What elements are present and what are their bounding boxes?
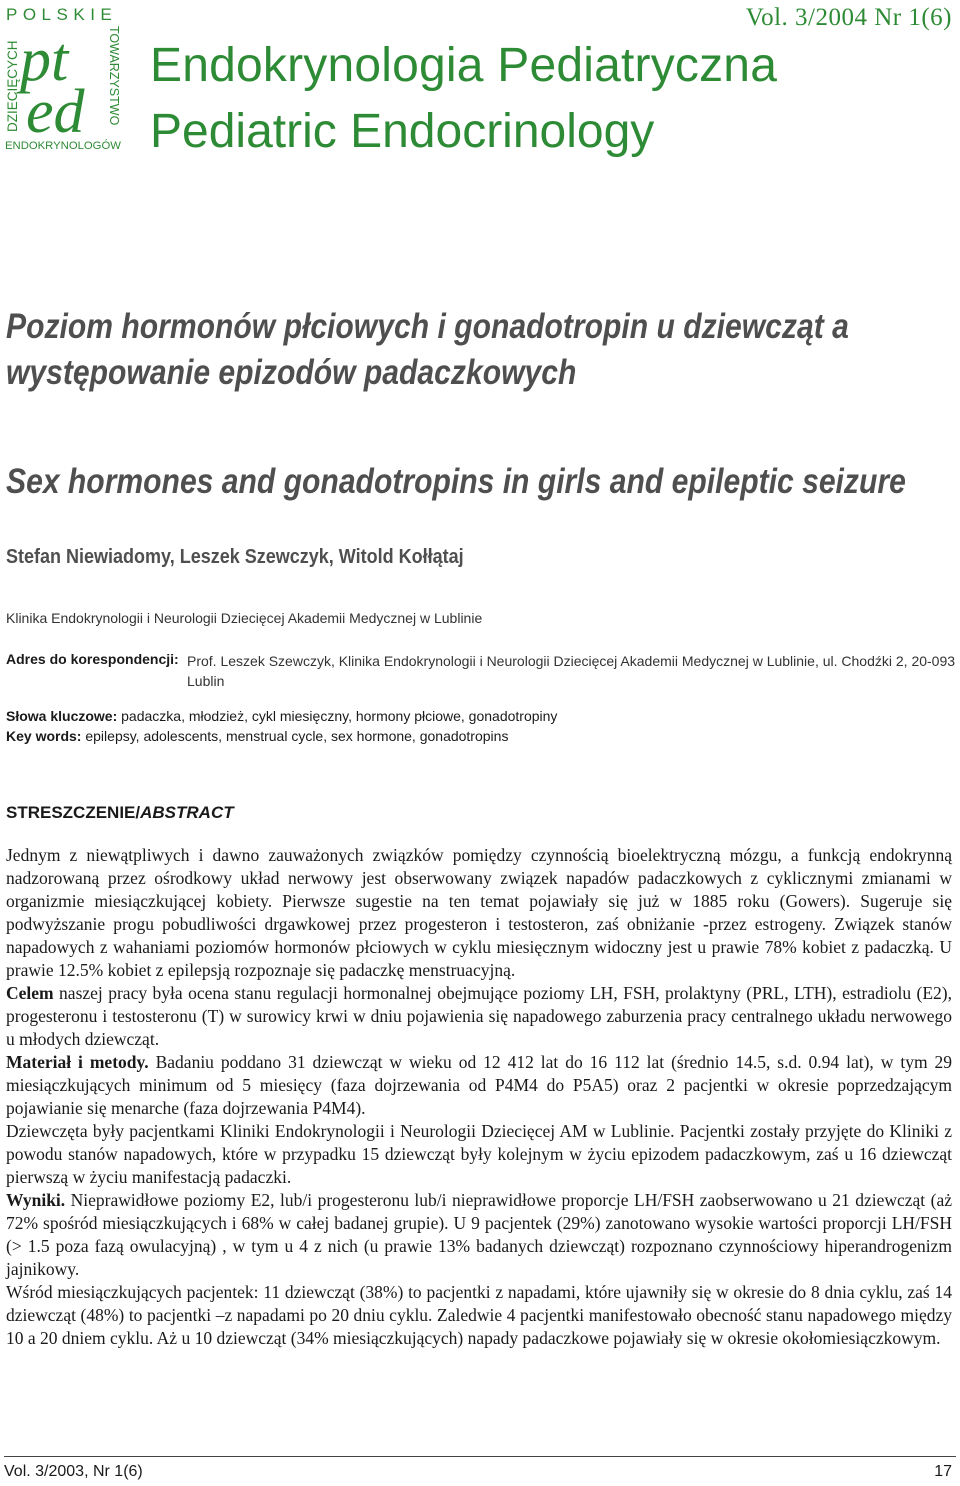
logo-bottom-text: ENDOKRYNOLOGÓW xyxy=(5,140,121,152)
keywords-pl-label: Słowa kluczowe: xyxy=(6,708,118,724)
footer-volume: Vol. 3/2003, Nr 1(6) xyxy=(4,1463,143,1480)
pted-logo-icon xyxy=(4,4,126,152)
abstract-paragraph: Dziewczęta były pacjentkami Kliniki Endokrynologii i Neurologii Dziecięcej AM w Lublinie. Pacjentki zostały przyjęte do Kliniki z powodu stanów napadowych, które w przypadku 15 dziewcząt były kolejnym w życiu epizodem padaczkowym, zaś u 16 dziewcząt pierwszą w życiu manifestacją padaczki. xyxy=(6,1121,952,1187)
keywords-en xyxy=(6,728,508,744)
article-title-pl: Poziom hormonów płciowych i gonadotropin u dziewcząt a występowanie epizodów padaczkowych xyxy=(6,307,849,392)
abstract-heading-pl: STRESZCZENIE/ xyxy=(6,803,141,822)
journal-title-pl: Endokrynologia Pediatryczna xyxy=(150,39,778,92)
abstract-text: Nieprawidłowe poziomy E2, lub/i progesteronu lub/i nieprawidłowe proporcje LH/FSH zaobserwowano u 21 dziewcząt (aż 72% spośród miesiączkujących i 68% w całej badanej grupie). U 9 pacjentek (29%) zanotowano wysokie wartości proporcji LH/FSH (> 1.5 poza fazą owulacyjną) , w tym u 4 z nich (u prawie 13% badanych dziewcząt) rozpoznano czynnościowy hiperandrogenizm jajnikowy. xyxy=(6,1190,952,1279)
keywords-pl xyxy=(6,708,557,724)
abstract-body xyxy=(6,844,952,1350)
abstract-heading xyxy=(6,803,234,823)
abstract-heading-en: ABSTRACT xyxy=(140,803,234,822)
abstract-lead: Wyniki. xyxy=(6,1190,66,1210)
abstract-text: naszej pracy była ocena stanu regulacji hormonalnej obejmujące poziomy LH, FSH, prolaktyny (PRL, LTH), estradiolu (E2), progesteronu i testosteronu (T) w surowicy krwi w dniu pojawienia się napadowego zaburzenia pracy centralnego układu nerwowego u młodych dziewcząt. xyxy=(6,983,952,1049)
affiliation: Klinika Endokrynologii i Neurologii Dziecięcej Akademii Medycznej w Lublinie xyxy=(6,610,483,626)
page-number: 17 xyxy=(934,1463,952,1480)
footer-divider xyxy=(4,1456,956,1457)
logo-monogram-pt: pt xyxy=(20,26,69,94)
keywords-pl-text: padaczka, młodzież, cykl miesięczny, hormony płciowe, gonadotropiny xyxy=(117,708,558,724)
abstract-lead: Celem xyxy=(6,983,54,1003)
journal-logo xyxy=(4,4,126,152)
correspondence-address: Prof. Leszek Szewczyk, Klinika Endokrynologii i Neurologii Dziecięcej Akademii Medycznej w Lublinie, ul. Chodźki 2, 20-093 Lublin xyxy=(187,653,956,689)
logo-right-text: TOWARZYSTWO xyxy=(107,26,121,126)
keywords-en-label: Key words: xyxy=(6,728,82,744)
volume-issue: Vol. 3/2004 Nr 1(6) xyxy=(745,4,952,31)
logo-monogram-ed: ed xyxy=(26,78,85,146)
keywords-en-text: epilepsy, adolescents, menstrual cycle, sex hormone, gonadotropins xyxy=(81,728,509,744)
abstract-paragraph: Wśród miesiączkujących pacjentek: 11 dziewcząt (38%) to pacjentki z napadami, które ujawniły się w okresie do 8 dnia cyklu, zaś 14 dziewcząt (48%) to pacjentki –z napadami po 20 dniu cyklu. Zaledwie 4 pacjentki manifestowało obecność stanu napadowego między 10 a 20 dniem cyklu. Aż u 10 dziewcząt (34% miesiączkujących) napady padaczkowe pojawiały się w okresie okołomiesiączkowym. xyxy=(6,1282,952,1348)
abstract-paragraph xyxy=(6,1051,952,1120)
journal-title-en: Pediatric Endocrinology xyxy=(150,105,655,158)
abstract-lead: Materiał i metody. xyxy=(6,1052,149,1072)
abstract-paragraph xyxy=(6,1189,952,1281)
logo-top-text: POLSKIE xyxy=(6,5,118,24)
logo-left-text: DZIECIĘCYCH xyxy=(5,40,20,132)
abstract-paragraph: Jednym z niewątpliwych i dawno zauważonych związków pomiędzy czynnością bioelektryczną mózgu, a funkcją endokrynną nadzorowaną przez ośrodkowy układ nerwowy jest obserwowany związek napadów padaczkowych z cyklicznymi zmianami w organizmie miesiączkującej kobiety. Pierwsze sugestie na ten temat pojawiały się już w 1885 roku (Gowers). Sugeruje się podwyższanie progu pobudliwości drgawkowej przez progesteron i testosteron, zaś obniżanie -przez estrogeny. Związek stanów napadowych z wahaniami poziomów hormonów płciowych w cyklu miesięcznym widoczny jest u prawie 78% kobiet z padaczką. U prawie 12.5% kobiet z epilepsją rozpoznaje się padaczkę menstruacyjną. xyxy=(6,845,952,980)
authors: Stefan Niewiadomy, Leszek Szewczyk, Witold Kołłątaj xyxy=(6,546,464,568)
article-title-en: Sex hormones and gonadotropins in girls and epileptic seizure xyxy=(6,462,906,501)
correspondence-label: Adres do korespondencji: xyxy=(6,651,179,667)
abstract-paragraph xyxy=(6,982,952,1051)
abstract-text: Badaniu poddano 31 dziewcząt w wieku od 12 412 lat do 16 112 lat (średnio 14.5, s.d. 0.94 lat), w tym 29 miesiączkujących minimum od 5 miesięcy (faza dojrzewania od P4M4 do P5A5) oraz 2 pacjentki w okresie poprzedzającym pojawianie się menarche (faza dojrzewania P4M4). xyxy=(6,1052,952,1118)
